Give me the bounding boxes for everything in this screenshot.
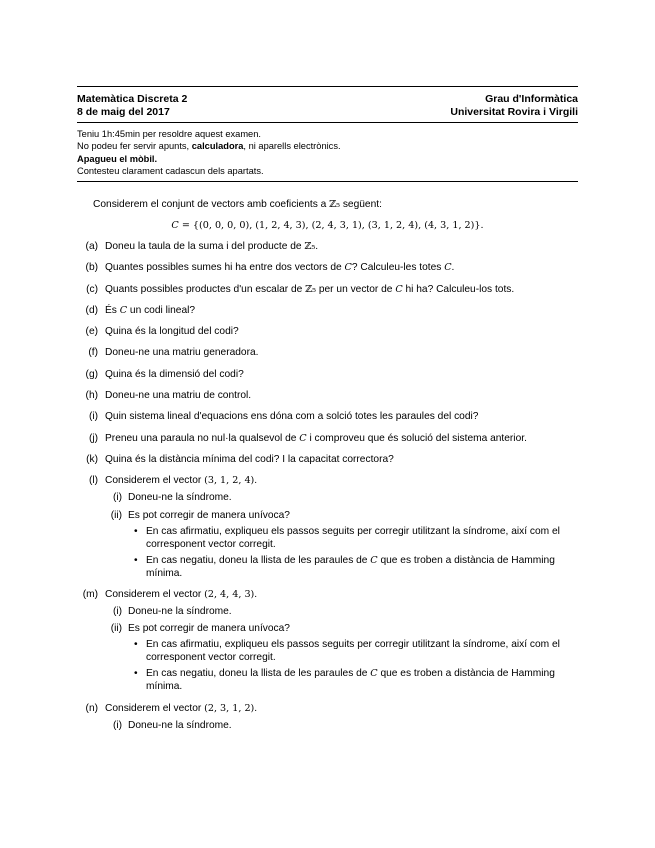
vector: (3, 1, 2, 4) [204,475,255,487]
subquestion-ii: (ii) Es pot corregir de manera unívoca? [110,509,290,521]
question-n: (n) Considerem el vector (2, 3, 1, 2). [77,702,578,715]
problem-statement: Considerem el conjunt de vectors amb coeficients a ℤ₅ següent: [93,198,382,210]
instruction-materials: No podeu fer servir apunts, calculadora, ni aparells electrònics. [77,141,341,152]
code-definition-formula: C = {(0, 0, 0, 0), (1, 2, 4, 3), (2, 4, 3, 1), (3, 1, 2, 4), (4, 3, 1, 2)}. [171,219,484,231]
bullet-affirmative: • En cas afirmatiu, expliqueu els passos seguits per corregir utilitzant la síndrome, així com el corresponent vector corregit. [134,639,560,664]
course-title: Matemàtica Discreta 2 [77,93,188,105]
subquestion-i: (i) Doneu-ne la síndrome. [112,606,232,618]
subquestion-i: (i) Doneu-ne la síndrome. [112,492,232,504]
bullet-icon: • [134,525,138,537]
question-m: (m) Considerem el vector (2, 4, 4, 3). [77,588,578,601]
question-label: (d) [85,304,98,316]
question-label: (i) [88,411,98,423]
exam-body [77,198,578,732]
bullet-icon: • [134,668,138,680]
instruction-answer: Contesteu clarament cadascun dels apartats. [77,166,264,177]
exam-header [77,87,578,122]
bullet-icon: • [134,554,138,566]
question-label: (h) [85,390,98,401]
question-c: (c) Quants possibles productes d'un escalar de ℤ₅ per un vector de C hi ha? Calculeu-los tots. [77,283,578,296]
question-label: (k) [86,453,98,465]
bullet-affirmative: • En cas afirmatiu, expliqueu els passos seguits per corregir utilitzant la síndrome, així com el corresponent vector corregit. [134,525,560,550]
calculator-emphasis: calculadora [191,141,244,152]
question-g: (g) Quina és la dimensió del codi? [77,368,578,381]
bullet-negative: • En cas negatiu, doneu la llista de les paraules de C que es troben a distància de Hamming mínima. [134,554,555,579]
exam-page [77,86,578,732]
question-l: (l) Considerem el vector (3, 1, 2, 4). [77,474,578,487]
question-e: (e) Quina és la longitud del codi? [77,325,578,338]
question-j: (j) Preneu una paraula no nul·la qualsevol de C i comproveu que és solució del sistema anterior. [77,432,578,445]
field-symbol: ℤ₅ [329,198,340,210]
question-label: (n) [85,702,98,714]
question-label: (e) [85,326,98,338]
question-label: (g) [85,368,98,380]
question-label: (l) [88,475,98,487]
header-right [450,93,578,118]
question-a: (a) Doneu la taula de la suma i del producte de ℤ₅. [77,240,578,253]
question-label: (f) [88,347,98,359]
question-label: (a) [85,240,98,252]
instruction-phone: Apagueu el mòbil. [77,153,158,164]
question-i: (i) Quin sistema lineal d'equacions ens dóna com a solció totes les paraules del codi? [77,410,578,423]
subquestion-i: (i) Doneu-ne la síndrome. [112,719,232,731]
degree-name: Grau d'Informàtica [485,93,578,105]
question-label: (m) [82,588,98,600]
vector: (2, 4, 4, 3) [204,588,255,600]
vector: (2, 3, 1, 2) [204,702,255,714]
instructions [77,123,578,181]
instruction-time: Teniu 1h:45min per resoldre aquest examen. [77,129,261,139]
exam-date: 8 de maig del 2017 [77,105,170,118]
university-name: Universitat Rovira i Virgili [450,105,578,118]
subquestion-ii: (ii) Es pot corregir de manera unívoca? [110,623,290,635]
question-label: (b) [85,262,98,274]
question-label: (j) [88,432,98,444]
bullet-negative: • En cas negatiu, doneu la llista de les paraules de C que es troben a distància de Hamming mínima. [134,668,555,693]
question-f: (f) Doneu-ne una matriu generadora. [77,346,578,359]
instructions-rule [77,181,578,182]
bullet-icon: • [134,639,138,651]
question-b: (b) Quantes possibles sumes hi ha entre dos vectors de C? Calculeu-les totes C. [77,261,578,274]
question-k: (k) Quina és la distància mínima del codi? I la capacitat correctora? [77,453,578,466]
question-label: (c) [86,283,98,295]
header-left [77,93,187,118]
question-h: (h) Doneu-ne una matriu de control. [77,389,578,402]
question-d: (d) És C un codi lineal? [77,304,578,317]
